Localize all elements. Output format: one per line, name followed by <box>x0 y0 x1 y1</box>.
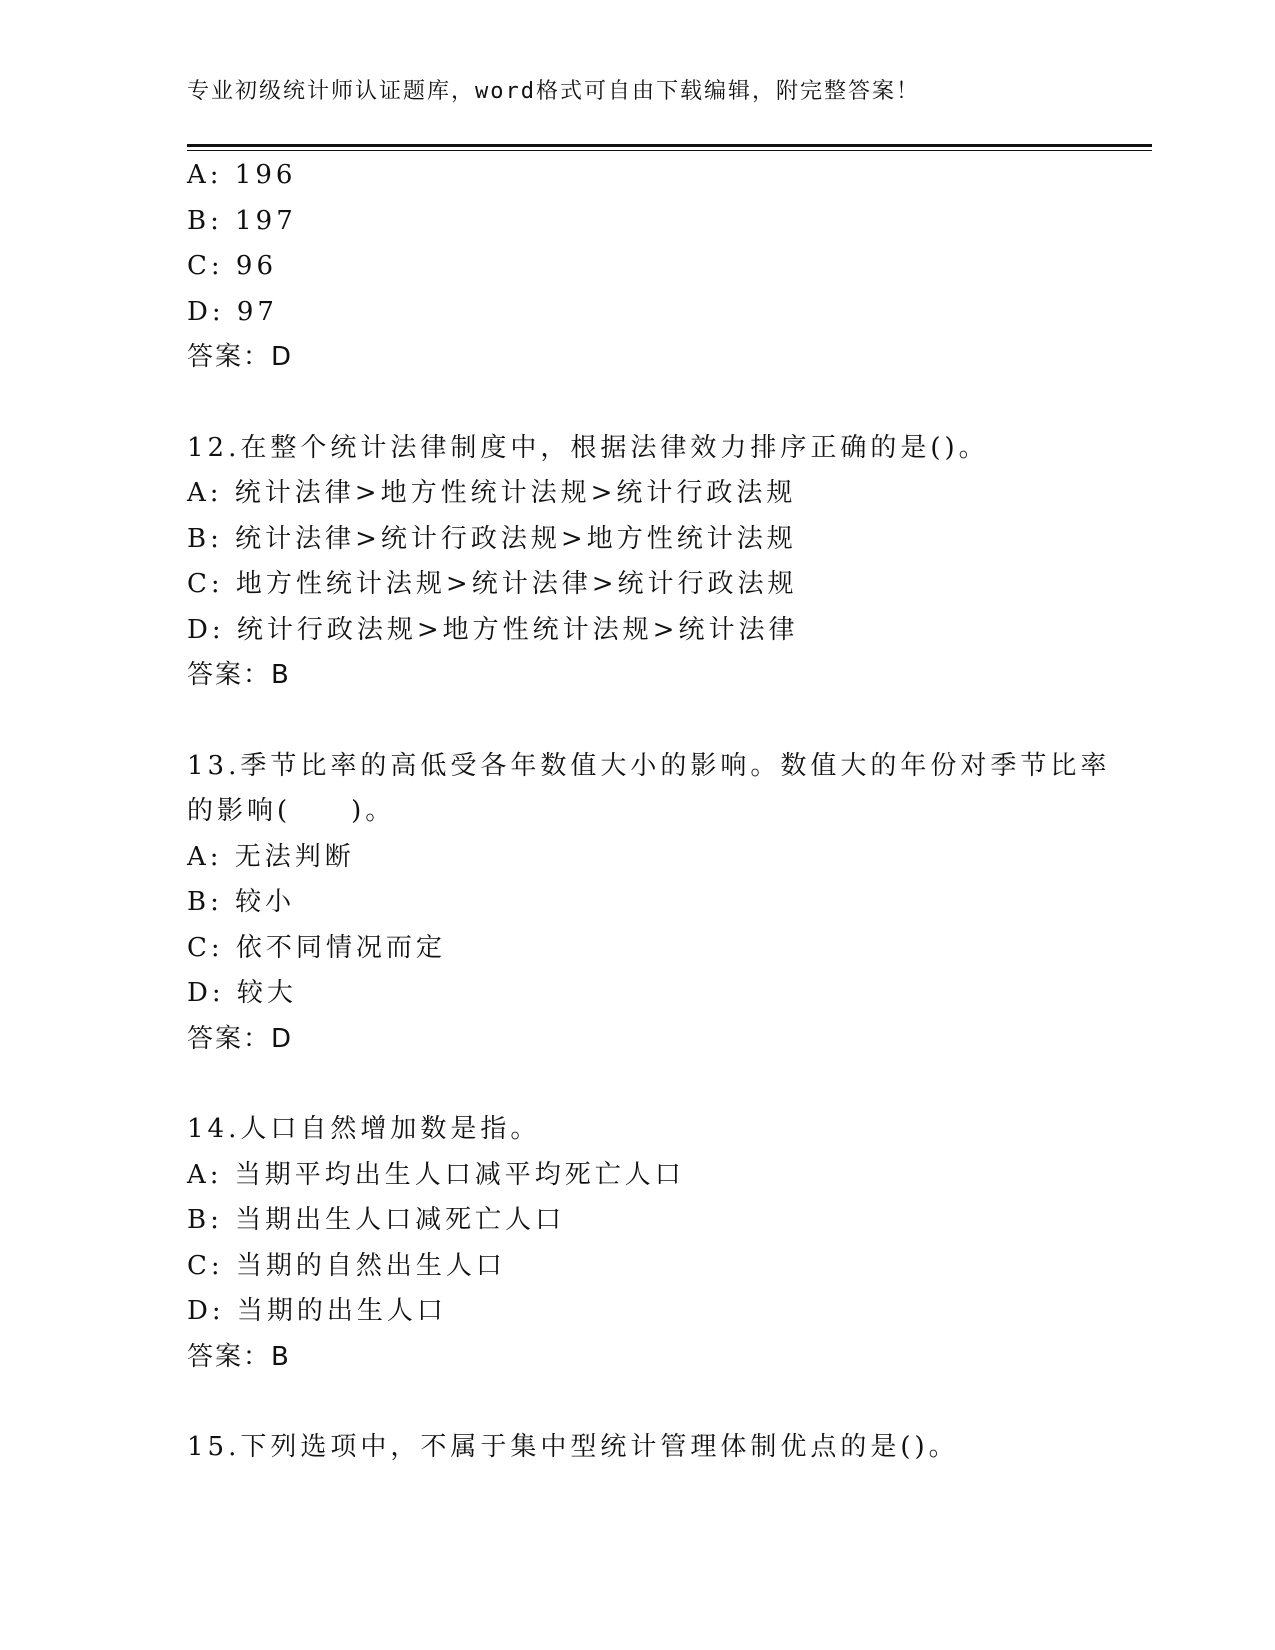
question-stem-cont: 的影响( )。 <box>187 796 396 826</box>
option-b: B: 197 <box>187 205 297 236</box>
option-b: B: 较小 <box>187 887 296 917</box>
option-a: A: 统计法律>地方性统计法规>统计行政法规 <box>187 478 797 508</box>
answer-label: 答案：D <box>187 342 294 372</box>
option-d: D: 97 <box>187 296 278 327</box>
question-11-tail <box>187 160 1152 372</box>
answer-label: 答案：B <box>187 1341 291 1372</box>
option-a: A: 当期平均出生人口减平均死亡人口 <box>187 1159 685 1190</box>
option-d: D: 当期的出生人口 <box>187 1296 447 1326</box>
header-rule-thin <box>187 150 1152 151</box>
question-stem: 12.在整个统计法律制度中，根据法律效力排序正确的是()。 <box>187 432 989 463</box>
option-c: C: 当期的自然出生人口 <box>187 1250 506 1281</box>
header-rule-thick <box>187 144 1152 147</box>
option-b: B: 当期出生人口减死亡人口 <box>187 1205 566 1235</box>
option-d: D: 较大 <box>187 978 297 1008</box>
answer-label: 答案：B <box>187 660 291 690</box>
question-stem: 14.人口自然增加数是指。 <box>187 1114 541 1144</box>
answer-label: 答案：D <box>187 1023 294 1054</box>
question-stem: 13.季节比率的高低受各年数值大小的影响。数值大的年份对季节比率 <box>187 750 1111 781</box>
question-13 <box>187 751 1152 1054</box>
document-header: 专业初级统计师认证题库，word格式可自由下载编辑，附完整答案！ <box>187 79 920 104</box>
question-stem: 15.下列选项中，不属于集中型统计管理体制优点的是()。 <box>187 1432 959 1462</box>
option-d: D: 统计行政法规>地方性统计法规>统计法律 <box>187 614 799 645</box>
option-a: A: 196 <box>187 160 297 190</box>
question-15 <box>187 1432 1152 1462</box>
option-c: C: 地方性统计法规>统计法律>统计行政法规 <box>187 569 798 599</box>
option-b: B: 统计法律>统计行政法规>地方性统计法规 <box>187 523 797 554</box>
question-list <box>187 160 1152 1478</box>
question-12 <box>187 433 1152 691</box>
option-c: C: 96 <box>187 251 278 281</box>
option-a: A: 无法判断 <box>187 841 355 872</box>
option-c: C: 依不同情况而定 <box>187 932 446 963</box>
question-14 <box>187 1114 1152 1372</box>
